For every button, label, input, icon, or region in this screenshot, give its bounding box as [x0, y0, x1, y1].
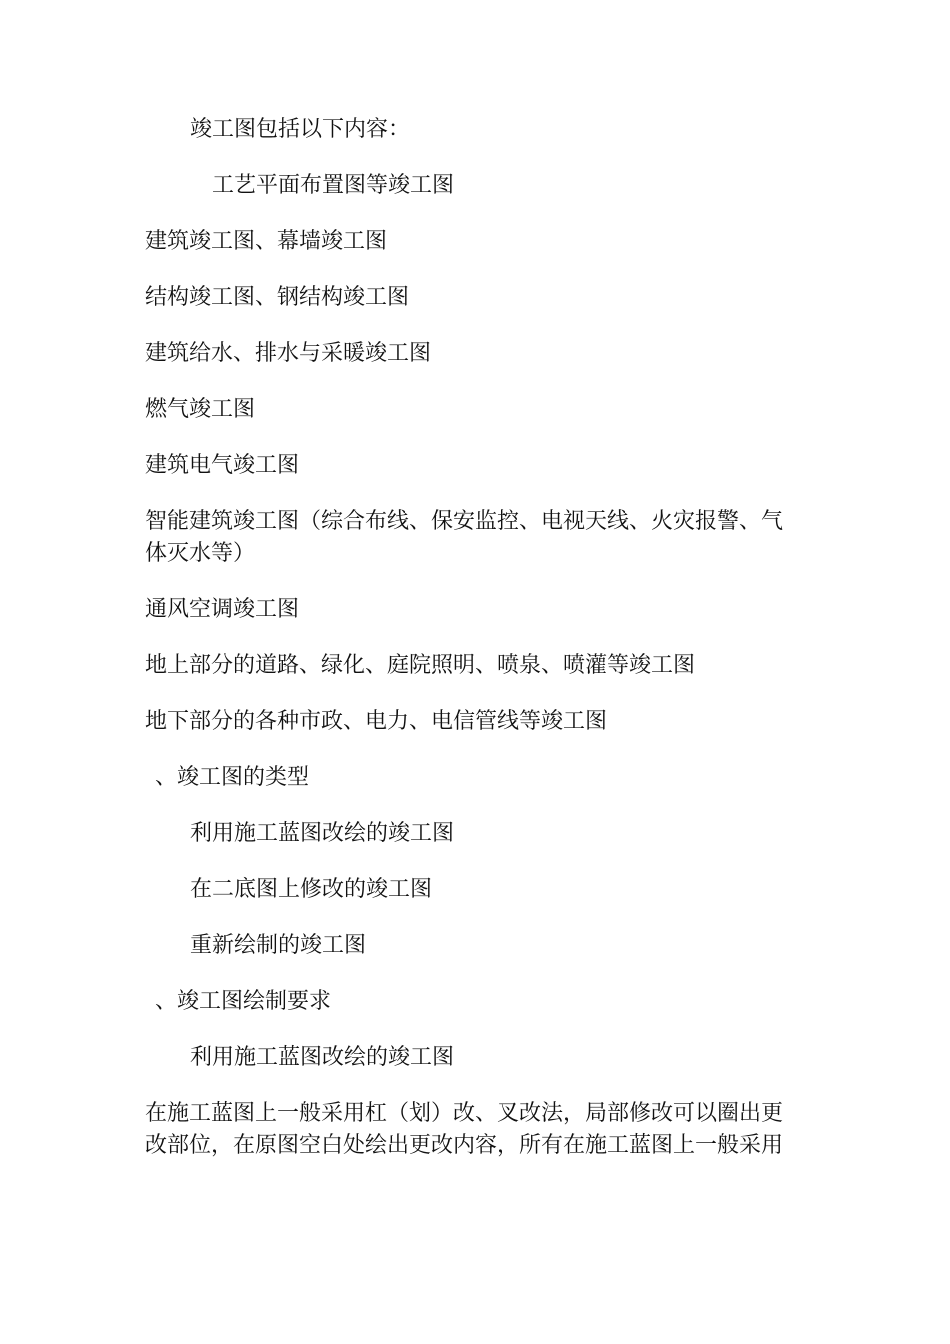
list-item: 地上部分的道路、绿化、庭院照明、喷泉、喷灌等竣工图: [145, 653, 696, 678]
list-item: 结构竣工图、钢结构竣工图: [145, 285, 410, 310]
list-item: 燃气竣工图: [145, 397, 256, 422]
body-paragraph: 在施工蓝图上一般采用杠（划）改、叉改法，局部修改可以圈出更改部位，在原图空白处绘出更改内容，所有在施工蓝图上一般采用: [145, 1101, 784, 1158]
section-heading-types: 、竣工图的类型: [155, 765, 310, 790]
list-item: 重新绘制的竣工图: [190, 933, 367, 958]
contents-heading: 竣工图包括以下内容：: [190, 117, 411, 142]
list-item: 建筑电气竣工图: [145, 453, 300, 478]
list-item: 建筑给水、排水与采暖竣工图: [145, 341, 432, 366]
list-item: 智能建筑竣工图（综合布线、保安监控、电视天线、火灾报警、气体灭水等）: [145, 509, 784, 566]
list-item: 通风空调竣工图: [145, 597, 300, 622]
section-heading-requirements: 、竣工图绘制要求: [155, 989, 332, 1014]
list-item: 利用施工蓝图改绘的竣工图: [190, 821, 455, 846]
list-item: 工艺平面布置图等竣工图: [212, 173, 455, 198]
subheading: 利用施工蓝图改绘的竣工图: [190, 1045, 455, 1070]
list-item: 在二底图上修改的竣工图: [190, 877, 433, 902]
list-item: 建筑竣工图、幕墙竣工图: [145, 229, 388, 254]
list-item: 地下部分的各种市政、电力、电信管线等竣工图: [145, 709, 608, 734]
